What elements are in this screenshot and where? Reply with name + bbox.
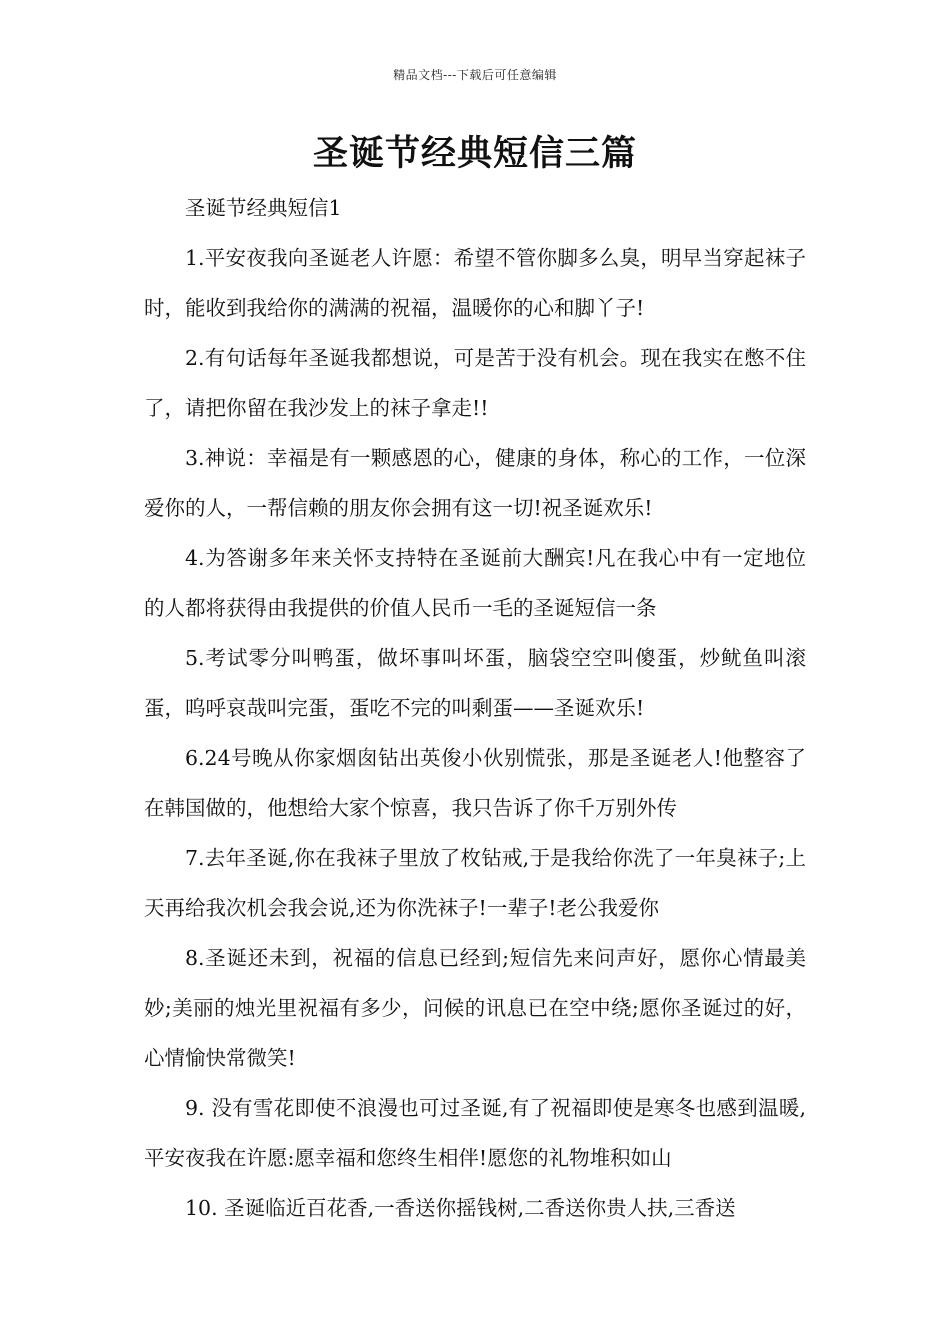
message-paragraph-10: 10. 圣诞临近百花香,一香送你摇钱树,二香送你贵人扶,三香送 [185, 1196, 736, 1220]
document-body [144, 183, 806, 1233]
section-heading: 圣诞节经典短信1 [185, 196, 342, 220]
message-paragraph-1: 1.平安夜我向圣诞老人许愿：希望不管你脚多么臭，明早当穿起袜子时，能收到我给你的满满的祝福，温暖你的心和脚丫子! [144, 246, 806, 320]
document-title: 圣诞节经典短信三篇 [312, 133, 637, 174]
message-paragraph-2: 2.有句话每年圣诞我都想说，可是苦于没有机会。现在我实在憋不住了，请把你留在我沙发上的袜子拿走!! [144, 346, 806, 420]
message-paragraph-3: 3.神说：幸福是有一颗感恩的心，健康的身体，称心的工作，一位深爱你的人，一帮信赖的朋友你会拥有这一切!祝圣诞欢乐! [144, 446, 806, 520]
message-paragraph-6: 6.24号晚从你家烟囱钻出英俊小伙别慌张，那是圣诞老人!他整容了在韩国做的，他想给大家个惊喜，我只告诉了你千万别外传 [144, 746, 806, 820]
message-paragraph-5: 5.考试零分叫鸭蛋，做坏事叫坏蛋，脑袋空空叫傻蛋，炒鱿鱼叫滚蛋，呜呼哀哉叫完蛋，蛋吃不完的叫剩蛋——圣诞欢乐! [144, 646, 806, 720]
page-header-note: 精品文档---下载后可任意编辑 [393, 68, 557, 82]
message-paragraph-8: 8.圣诞还未到，祝福的信息已经到;短信先来问声好，愿你心情最美妙;美丽的烛光里祝福有多少，问候的讯息已在空中绕;愿你圣诞过的好，心情愉快常微笑! [144, 946, 806, 1070]
message-paragraph-4: 4.为答谢多年来关怀支持特在圣诞前大酬宾!凡在我心中有一定地位的人都将获得由我提供的价值人民币一毛的圣诞短信一条 [144, 546, 806, 620]
message-paragraph-9: 9. 没有雪花即使不浪漫也可过圣诞,有了祝福即使是寒冬也感到温暖,平安夜我在许愿:愿幸福和您终生相伴!愿您的礼物堆积如山 [144, 1096, 806, 1170]
message-paragraph-7: 7.去年圣诞,你在我袜子里放了枚钻戒,于是我给你洗了一年臭袜子;上天再给我次机会我会说,还为你洗袜子!一辈子!老公我爱你 [144, 846, 806, 920]
